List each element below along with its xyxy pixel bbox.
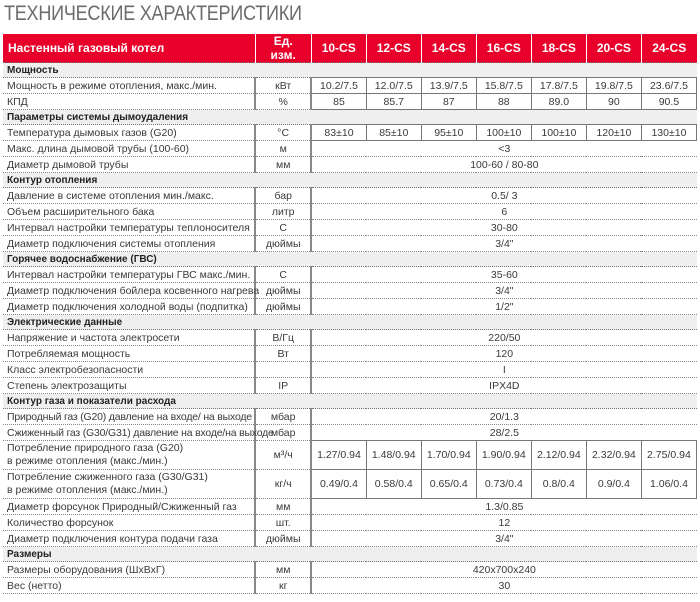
table-header-row	[3, 34, 697, 63]
row-unit: %	[255, 94, 311, 110]
section-title: Размеры	[3, 547, 697, 562]
row-label-line1: Диаметр форсунок Природный/Сжиженный газ	[7, 500, 237, 513]
row-value-all-models: 20/1.3	[311, 409, 696, 425]
row-unit	[255, 362, 311, 378]
header-model: 18-CS	[531, 34, 586, 63]
row-value: 95±10	[421, 125, 476, 141]
row-value: 85	[311, 94, 366, 110]
row-value: 1.90/0.94	[476, 441, 531, 470]
table-row	[3, 499, 697, 515]
row-value: 83±10	[311, 125, 366, 141]
row-value: 0.8/0.4	[531, 470, 586, 499]
row-value-all-models: IPX4D	[311, 378, 696, 394]
table-row	[3, 267, 697, 283]
table-row	[3, 141, 697, 157]
header-model: 14-CS	[421, 34, 476, 63]
row-unit: бар	[255, 188, 311, 204]
header-model: 16-CS	[476, 34, 531, 63]
row-label	[3, 299, 255, 315]
section-title: Параметры системы дымоудаления	[3, 110, 697, 125]
section-row	[3, 110, 697, 125]
row-value: 15.8/7.5	[476, 78, 531, 94]
row-unit: дюймы	[255, 531, 311, 547]
row-value: 17.8/7.5	[531, 78, 586, 94]
row-label	[3, 362, 255, 378]
row-label	[3, 188, 255, 204]
row-label-line2: в режиме отопления (макс./мин.)	[7, 455, 168, 467]
row-unit: м³/ч	[255, 441, 311, 470]
table-row	[3, 441, 697, 470]
row-value: 90.5	[641, 94, 696, 110]
row-value: 0.9/0.4	[586, 470, 641, 499]
row-label	[3, 499, 255, 515]
row-value: 120±10	[586, 125, 641, 141]
table-row	[3, 157, 697, 173]
row-value: 90	[586, 94, 641, 110]
table-row	[3, 425, 697, 441]
row-value: 100±10	[476, 125, 531, 141]
row-label-line1: Сжиженный газ (G30/G31) давление на входе/на выходе	[7, 426, 274, 439]
table-row	[3, 94, 697, 110]
row-label-line1: Интервал настройки температуры ГВС макс./мин.	[7, 268, 251, 281]
row-unit: мм	[255, 157, 311, 173]
row-value: 0.65/0.4	[421, 470, 476, 499]
table-row	[3, 283, 697, 299]
table-row	[3, 220, 697, 236]
row-label-line2: в режиме отопления (макс./мин.)	[7, 484, 168, 496]
row-value-all-models: 1/2"	[311, 299, 696, 315]
table-row	[3, 515, 697, 531]
header-unit: Ед. изм.	[255, 34, 311, 63]
row-value-all-models: 100-60 / 80-80	[311, 157, 696, 173]
row-unit: В/Гц	[255, 330, 311, 346]
row-value: 1.48/0.94	[366, 441, 421, 470]
row-value-all-models: 120	[311, 346, 696, 362]
row-label-line1: Интервал настройки температуры теплоносителя	[7, 221, 250, 234]
row-label	[3, 409, 255, 425]
row-value-all-models: 420x700x240	[311, 562, 696, 578]
table-row	[3, 562, 697, 578]
section-title: Контур газа и показатели расхода	[3, 394, 697, 409]
row-value: 0.73/0.4	[476, 470, 531, 499]
section-row	[3, 394, 697, 409]
row-value: 130±10	[641, 125, 696, 141]
row-value: 19.8/7.5	[586, 78, 641, 94]
row-label	[3, 515, 255, 531]
row-value-all-models: I	[311, 362, 696, 378]
table-row	[3, 78, 697, 94]
table-row	[3, 409, 697, 425]
row-label	[3, 378, 255, 394]
row-label	[3, 267, 255, 283]
row-label-line1: Макс. длина дымовой трубы (100-60)	[7, 142, 190, 155]
row-value: 1.70/0.94	[421, 441, 476, 470]
section-row	[3, 63, 697, 78]
row-label-line1: Количество форсунок	[7, 516, 114, 529]
row-label-line1: Диаметр подключения холодной воды (подпитка)	[7, 300, 248, 313]
row-label	[3, 204, 255, 220]
row-unit: мбар	[255, 425, 311, 441]
row-label-line1: Потребление природного газа (G20)	[7, 442, 184, 454]
row-unit: мм	[255, 499, 311, 515]
row-value: 23.6/7.5	[641, 78, 696, 94]
table-row	[3, 531, 697, 547]
row-label	[3, 157, 255, 173]
section-row	[3, 315, 697, 330]
table-row	[3, 299, 697, 315]
row-value-all-models: 1.3/0.85	[311, 499, 696, 515]
row-unit: кг/ч	[255, 470, 311, 499]
row-label	[3, 425, 274, 441]
row-value: 1.06/0.4	[641, 470, 696, 499]
row-value: 100±10	[531, 125, 586, 141]
row-value-all-models: 30-80	[311, 220, 696, 236]
row-label	[3, 78, 255, 94]
row-value: 87	[421, 94, 476, 110]
row-label-line1: Диаметр дымовой трубы	[7, 158, 129, 171]
row-label	[3, 141, 255, 157]
row-unit: °C	[255, 125, 311, 141]
row-value: 89.0	[531, 94, 586, 110]
row-unit: мбар	[255, 409, 311, 425]
row-label-line1: Диаметр подключения системы отопления	[7, 237, 216, 250]
row-value: 2.32/0.94	[586, 441, 641, 470]
row-value-all-models: 3/4"	[311, 283, 696, 299]
header-name: Настенный газовый котел	[3, 34, 255, 63]
row-value-all-models: 0.5/ 3	[311, 188, 696, 204]
row-value: 1.27/0.94	[311, 441, 366, 470]
section-row	[3, 173, 697, 188]
row-value: 0.58/0.4	[366, 470, 421, 499]
row-label	[3, 562, 255, 578]
row-value: 85.7	[366, 94, 421, 110]
row-label-line1: Давление в системе отопления мин./макс.	[7, 189, 214, 202]
row-label-line1: Размеры оборудования (ШхВхГ)	[7, 563, 166, 576]
row-value: 2.12/0.94	[531, 441, 586, 470]
section-row	[3, 547, 697, 562]
row-value: 12.0/7.5	[366, 78, 421, 94]
row-unit: кг	[255, 578, 311, 594]
table-row	[3, 578, 697, 594]
row-value-all-models: 220/50	[311, 330, 696, 346]
row-unit: С	[255, 267, 311, 283]
row-value-all-models: 3/4"	[311, 531, 696, 547]
row-label-line1: Потребление сжиженного газа (G30/G31)	[7, 471, 208, 483]
row-value: 2.75/0.94	[641, 441, 696, 470]
header-model: 10-CS	[311, 34, 366, 63]
header-model: 20-CS	[586, 34, 641, 63]
row-label-line1: Класс электробезопасности	[7, 363, 144, 376]
row-label-line1: Температура дымовых газов (G20)	[7, 126, 177, 139]
row-label	[3, 441, 255, 470]
row-label-line1: Объем расширительного бака	[7, 205, 155, 218]
row-label	[3, 470, 255, 499]
row-value-all-models: 6	[311, 204, 696, 220]
row-value: 13.9/7.5	[421, 78, 476, 94]
row-label	[3, 94, 255, 110]
row-value: 0.49/0.4	[311, 470, 366, 499]
row-value-all-models: 28/2.5	[311, 425, 696, 441]
table-row	[3, 236, 697, 252]
row-label-line1: КПД	[7, 95, 28, 108]
row-label-line1: Степень электрозащиты	[7, 379, 127, 392]
table-body	[3, 63, 697, 594]
table-row	[3, 378, 697, 394]
page-title: ТЕХНИЧЕСКИЕ ХАРАКТЕРИСТИКИ	[4, 2, 302, 25]
row-label-line1: Диаметр подключения бойлера косвенного нагрева	[7, 284, 260, 297]
row-value-all-models: 30	[311, 578, 696, 594]
section-title: Электрические данные	[3, 315, 697, 330]
row-unit: м	[255, 141, 311, 157]
section-row	[3, 252, 697, 267]
row-label-line1: Природный газ (G20) давление на входе/ на выходе	[7, 410, 252, 423]
row-unit: литр	[255, 204, 311, 220]
row-unit: дюймы	[255, 283, 311, 299]
table-row	[3, 204, 697, 220]
row-unit: мм	[255, 562, 311, 578]
row-label	[3, 236, 255, 252]
row-value-all-models: 12	[311, 515, 696, 531]
row-value-all-models: 3/4"	[311, 236, 696, 252]
row-label	[3, 531, 255, 547]
row-label	[3, 283, 260, 299]
table-row	[3, 346, 697, 362]
row-unit: Вт	[255, 346, 311, 362]
specifications-table	[3, 34, 697, 594]
header-model: 24-CS	[641, 34, 696, 63]
table-row	[3, 470, 697, 499]
table-row	[3, 188, 697, 204]
row-value-all-models: <3	[311, 141, 696, 157]
header-model: 12-CS	[366, 34, 421, 63]
row-unit: дюймы	[255, 299, 311, 315]
table-row	[3, 125, 697, 141]
row-value: 85±10	[366, 125, 421, 141]
section-title: Мощность	[3, 63, 697, 78]
table-row	[3, 362, 697, 378]
row-value: 10.2/7.5	[311, 78, 366, 94]
row-label	[3, 346, 255, 362]
section-title: Горячее водоснабжение (ГВС)	[3, 252, 697, 267]
row-value: 88	[476, 94, 531, 110]
row-unit: кВт	[255, 78, 311, 94]
row-unit: шт.	[255, 515, 311, 531]
section-title: Контур отопления	[3, 173, 697, 188]
row-value-all-models: 35-60	[311, 267, 696, 283]
row-label	[3, 330, 255, 346]
row-label-line1: Потребляемая мощность	[7, 347, 131, 360]
row-label	[3, 578, 255, 594]
row-label-line1: Мощность в режиме отопления, макс./мин.	[7, 79, 217, 92]
row-unit: IP	[255, 378, 311, 394]
row-unit: дюймы	[255, 236, 311, 252]
row-unit: С	[255, 220, 311, 236]
row-label-line1: Диаметр подключения контура подачи газа	[7, 532, 218, 545]
row-label-line1: Напряжение и частота электросети	[7, 331, 180, 344]
row-label	[3, 125, 255, 141]
table-row	[3, 330, 697, 346]
row-label-line1: Вес (нетто)	[7, 579, 62, 592]
row-label	[3, 220, 255, 236]
